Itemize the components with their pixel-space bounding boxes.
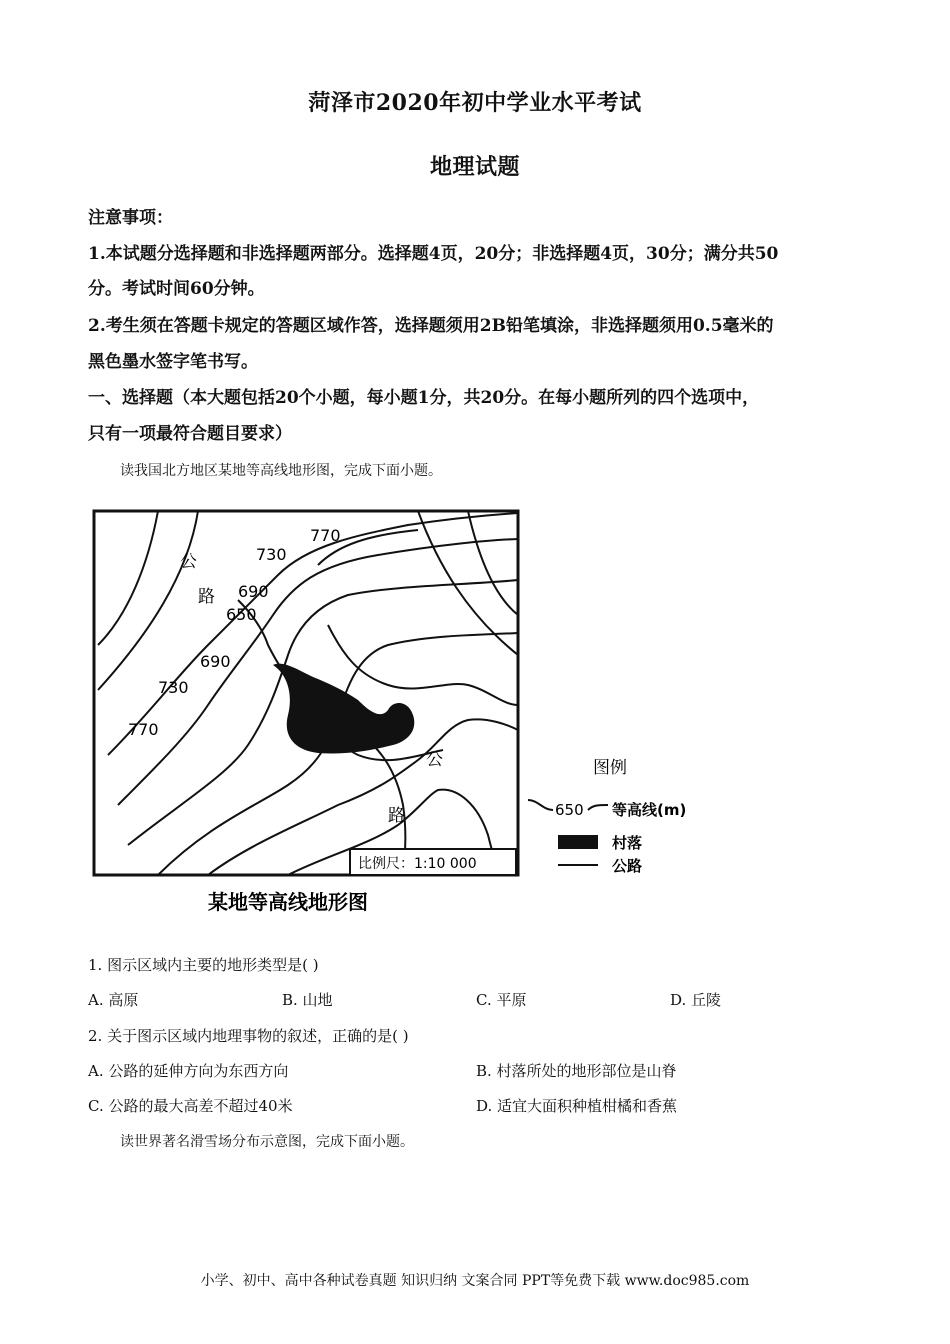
- intro-ski-map: 读世界著名滑雪场分布示意图，完成下面小题。: [120, 1134, 414, 1150]
- q1-option-a[interactable]: A. 高原: [88, 991, 139, 1009]
- notes-line-1b: 分。考试时间60分钟。: [88, 279, 265, 299]
- legend-village-label: 村落: [612, 834, 643, 852]
- q2-option-c[interactable]: C. 公路的最大高差不超过40米: [88, 1097, 293, 1115]
- q1-option-c[interactable]: C. 平原: [476, 991, 527, 1009]
- contour-label-730-left: 730: [158, 678, 189, 697]
- notes-line-2a: 2.考生须在答题卡规定的答题区域作答，选择题须用2B铅笔填涂，非选择题须用0.5毫米的: [88, 316, 774, 336]
- legend-village-swatch: [558, 835, 598, 849]
- legend-contour-line-b: [588, 805, 608, 810]
- legend-road-label: 公路: [612, 857, 643, 875]
- notes-heading: 注意事项：: [88, 208, 173, 228]
- notes-line-1a: 1.本试题分选择题和非选择题两部分。选择题4页，20分；非选择题4页，30分；满分共50: [88, 244, 779, 264]
- road-line-lower: [373, 745, 405, 865]
- contour-label-650: 650: [226, 605, 257, 624]
- question-2-stem: 2. 关于图示区域内地理事物的叙述，正确的是( ): [88, 1027, 409, 1045]
- contour-map-figure: [88, 505, 708, 925]
- q1-option-b[interactable]: B. 山地: [282, 991, 333, 1009]
- legend-title: 图例: [593, 758, 627, 778]
- map-caption: 某地等高线地形图: [208, 890, 368, 914]
- legend-contour-line-a: [528, 800, 553, 810]
- section-heading-a: 一、选择题（本大题包括20个小题，每小题1分，共20分。在每小题所列的四个选项中，: [88, 388, 760, 408]
- q2-option-d[interactable]: D. 适宜大面积种植柑橘和香蕉: [476, 1097, 678, 1115]
- contour-label-770-left: 770: [128, 720, 159, 739]
- notes-line-2b: 黑色墨水签字笔书写。: [88, 352, 258, 372]
- road-char-upper-1: 公: [180, 552, 197, 572]
- exam-subtitle: 地理试题: [429, 154, 520, 180]
- contour-label-690-top: 690: [238, 582, 269, 601]
- scale-text: 比例尺：1:10 000: [358, 856, 477, 872]
- village-shape: [273, 664, 414, 754]
- section-heading-b: 只有一项最符合题目要求）: [88, 424, 292, 444]
- contour-label-730-top: 730: [256, 545, 287, 564]
- page-footer: 小学、初中、高中各种试卷真题 知识归纳 文案合同 PPT等免费下载 www.doc985.com: [200, 1273, 750, 1289]
- road-char-lower-1: 公: [426, 750, 443, 770]
- q1-option-d[interactable]: D. 丘陵: [670, 991, 722, 1009]
- q2-option-b[interactable]: B. 村落所处的地形部位是山脊: [476, 1062, 677, 1080]
- road-char-upper-2: 路: [198, 587, 215, 607]
- exam-title: 菏泽市2020年初中学业水平考试: [308, 90, 642, 116]
- q2-option-a[interactable]: A. 公路的延伸方向为东西方向: [88, 1062, 289, 1080]
- road-char-lower-2: 路: [388, 806, 405, 826]
- contour-label-690-left: 690: [200, 652, 231, 671]
- contour-label-770-top: 770: [310, 526, 341, 545]
- legend-contour-value: 650: [555, 801, 584, 819]
- intro-contour-map: 读我国北方地区某地等高线地形图，完成下面小题。: [120, 463, 442, 479]
- legend-contour-label: 等高线(m): [612, 801, 687, 819]
- question-1-stem: 1. 图示区域内主要的地形类型是( ): [88, 956, 319, 974]
